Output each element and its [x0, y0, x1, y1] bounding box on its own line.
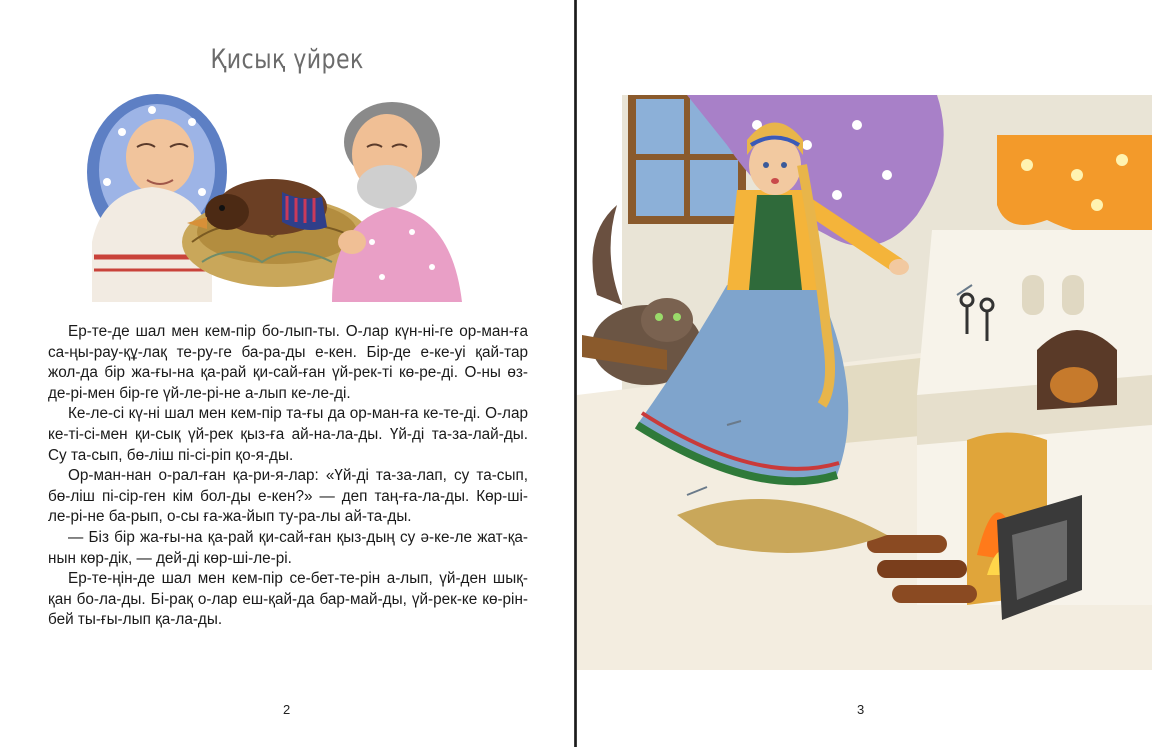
paragraph: Ер-те-ңін-де шал мен кем-пір се-бет-те-рін а-лып, үй-ден шық-қан бо-ла-ды. Бі-рақ о-лар еш-қай-да бар-май-ды, үй-рек-ке кө-рін-бей ты-ғы-лып қа-ла-ды. — [48, 570, 528, 629]
paragraph: Ке-ле-сі кү-ні шал мен кем-пір та-ғы да ор-ман-ға ке-те-ді. О-лар ке-ті-сі-мен қи-сық үй-рек қыз-ға ай-на-ла-ды. Үй-ді та-за-лай-ды. Су та-сып, бө-ліш пі-сі-ріп қо-я-ды. — [48, 405, 528, 464]
paragraph: Ор-ман-нан о-рал-ған қа-ри-я-лар: «Үй-ді та-за-лап, су та-сып, бө-ліш пі-сір-ген кім бол-ды е-кен?» — деп таң-ға-ла-ды. Көр-ші-ле-рі-не ба-рып, о-сы ға-жа-йып ту-ра-лы ай-та-ды. — [48, 467, 528, 526]
page-number-right: 3 — [857, 702, 865, 717]
left-page — [0, 0, 574, 747]
old-couple-with-duck-illustration — [82, 92, 496, 304]
right-page — [577, 0, 1152, 747]
story-title: Қисық үйрек — [210, 44, 364, 75]
paragraph: — Біз бір жа-ғы-на қа-рай қи-сай-ған қыз-дың су ә-ке-ле жат-қа-нын көр-дік, — дей-ді көр-ші-ле-рі. — [48, 528, 528, 567]
page-number-left: 2 — [283, 702, 291, 717]
paragraph: Ер-те-де шал мен кем-пір бо-лып-ты. О-лар күн-ні-ге ор-ман-ға са-ңы-рау-құ-лақ те-ру-ге ба-ра-ды е-кен. Бір-де е-ке-уі қай-тар жол-да бір жа-ғы-на қа-рай қи-сай-ған үй-рек-ті кө-ре-ді. О-ны өз-де-рі-мен бір-ге үй-ле-рі-не а-лып ке-ле-ді. — [48, 323, 528, 402]
girl-cat-stove-illustration — [577, 95, 1152, 670]
story-text — [48, 322, 528, 631]
